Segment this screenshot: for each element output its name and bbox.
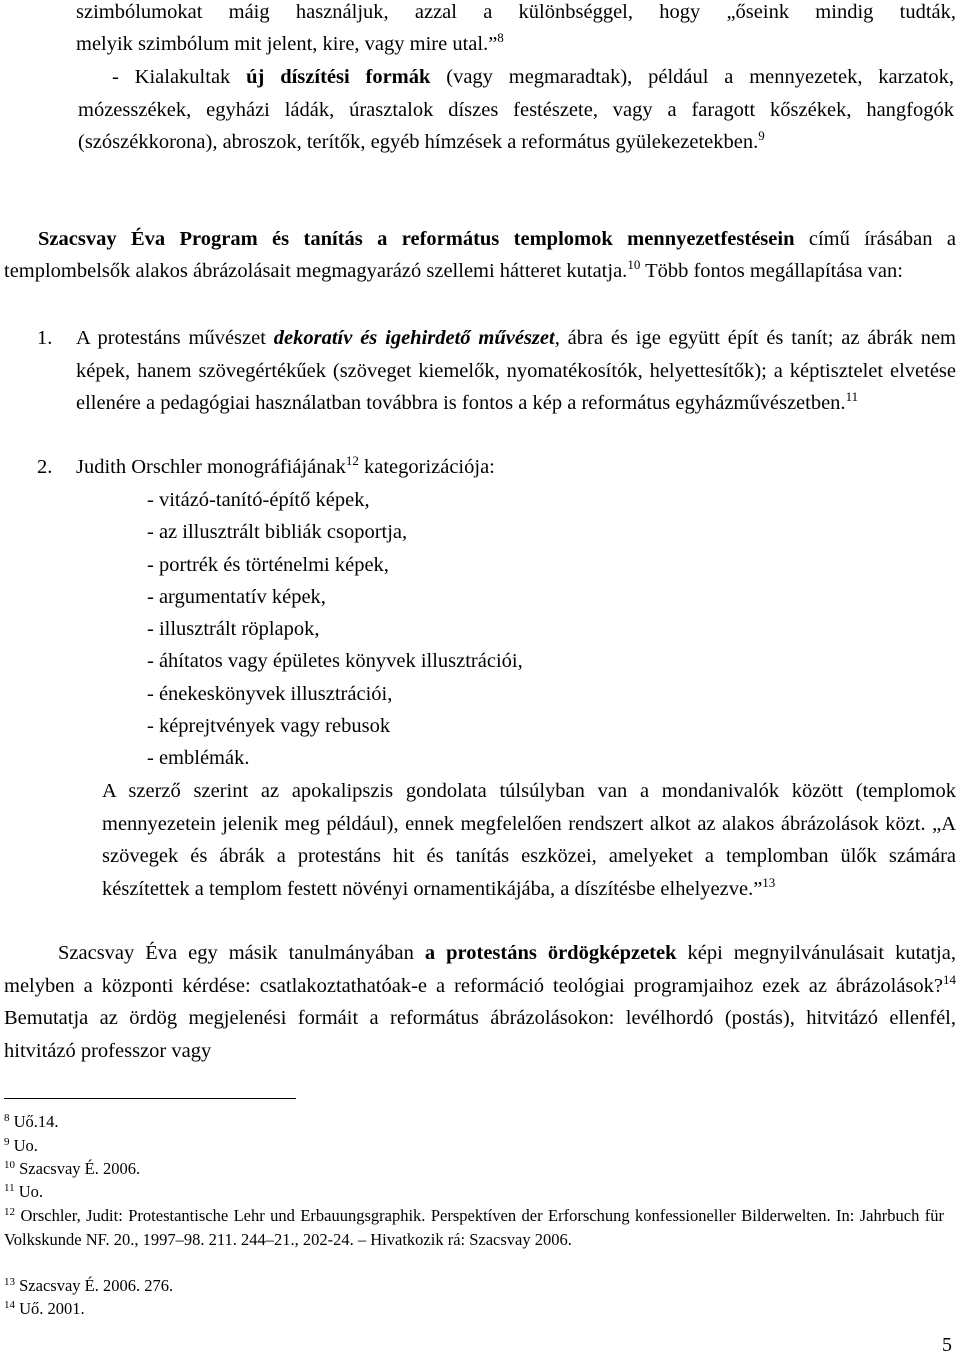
footnote-ref-12: 12: [345, 453, 359, 468]
footnote-ref-10: 10: [627, 257, 641, 273]
list-item: - vitázó-tanító-építő képek,: [147, 489, 370, 511]
list-item-1: A protestáns művészet dekoratív és igehirdető művészet, ábra és ige együtt épít és tanít; az ábrák nem képek, hanem szövegértékűek (szöveget kiemelők, nyomatékosítók, helyettesítők); a képtisztelet elvetése ellenére a pedagógiai használatban továbbra is fontos a kép a református egyházművészetben.$^{11}$: [76, 327, 956, 414]
footnote-10: $^{10}$ Szacsvay É. 2006.: [4, 1159, 141, 1178]
paragraph-szacsvay-program: Szacsvay Éva Program és tanítás a református templomok mennyezetfestésein című írásában a templombelsők alakos ábrázolásait megmagyarázó szellemi hátteret kutatja.$^{10}$ Több fontos megállapítása van:: [4, 228, 956, 283]
paragraph-author-apocalypse: A szerző szerint az apokalipszis gondolata túlsúlyban van a mondanivalók között (templomok mennyezetein jelenik meg például), ennek megfelelően rendszert alkot az alakos ábrázolások közt. „A szövegek és ábrák a protestáns hit és tanítás eszközei, amelyeket a templomban ülők számára készítettek a templom festett növényi ornamentikájába, a díszítésbe elhelyezve.”$^{13}$: [102, 780, 956, 900]
bolditalic-phrase: dekoratív és igehirdető művészet: [273, 327, 555, 349]
paragraph-top-line2: melyik szimbólum mit jelent, kire, vagy mire utal.”$^8$: [76, 30, 504, 55]
list-item: - képrejtvények vagy rebusok: [147, 715, 391, 738]
list-item: - az illusztrált bibliák csoportja,: [147, 521, 408, 544]
list-item: - illusztrált röplapok,: [147, 618, 320, 641]
list-item: - áhítatos vagy épületes könyvek illusztrációi,: [147, 650, 523, 673]
footnote-8: $^8$ Uő.14.: [4, 1112, 59, 1131]
footnote-ref-8: 8: [497, 30, 504, 45]
paragraph-decoration-forms: - Kialakultak új díszítési formák (vagy megmaradtak), például a mennyezetek, karzatok, mózesszékek, egyházi ládák, úrasztalok díszes festészete, vagy a faragott kőszékek, hangfogók (szószékkorona), abroszok, terítők, egyéb hímzések a református gyülekezetekben.$^9$: [78, 66, 955, 154]
footnote-ref-11: 11: [845, 389, 859, 404]
list-item: - énekeskönyvek illusztrációi,: [147, 682, 393, 705]
footnote-12: $^{12}$ Orschler, Judit: Protestantische Lehr und Erbauungsgraphik. Perspektíven der Erforschung konfessioneller Bilderwelten. In: Jahrbuch für Volkskunde NF. 20., 1997–98. 211. 244–21., 202-24. – Hivatkozik rá: Szacsvay 2006.: [4, 1206, 944, 1249]
footnote-13: $^{13}$ Szacsvay É. 2006. 276.: [4, 1276, 174, 1295]
paragraph-szacsvay-devil: Szacsvay Éva egy másik tanulmányában a protestáns ördögképzetek képi megnyilvánulásait kutatja, melyben a központi kérdése: csatlakoztathatóak-e a reformáció teológiai programjaihoz ezek az ábrázolások?$^{14}$ Bemutatja az ördög megjelenési formáit a református ábrázolásokon: levélhordó (postás), hitvitázó ellenfél, hitvitázó professzor vagy: [4, 942, 956, 1062]
list-number-1: 1.: [37, 327, 53, 349]
footnote-ref-13: 13: [762, 874, 776, 890]
bold-phrase-devil: a protestáns ördögképzetek: [424, 942, 677, 964]
paragraph-top-line1: szimbólumokat máig használjuk, azzal a különbséggel, hogy „őseink mindig tudták,: [76, 1, 956, 23]
category-list: [147, 484, 523, 775]
footnote-11: $^{11}$ Uo.: [4, 1182, 44, 1201]
bold-title-program: Szacsvay Éva Program és tanítás a református templomok mennyezetfestésein: [38, 228, 795, 250]
bold-phrase-forms: új díszítési formák: [246, 66, 431, 88]
list-item: - portrék és történelmi képek,: [147, 553, 389, 576]
footnote-ref-14: 14: [943, 971, 956, 987]
list-item-2: Judith Orschler monográfiájának$^{12}$ kategorizációja:: [76, 453, 495, 478]
footnote-9: $^9$ Uo.: [4, 1136, 38, 1155]
list-number-2: 2.: [37, 456, 53, 478]
footnote-ref-9: 9: [758, 128, 765, 144]
list-item: - emblémák.: [147, 747, 250, 770]
list-item: - argumentatív képek,: [147, 585, 326, 608]
footnote-separator: [4, 1098, 296, 1099]
footnote-14: $^{14}$ Uő. 2001.: [4, 1299, 85, 1318]
page-number: 5: [942, 1334, 952, 1356]
